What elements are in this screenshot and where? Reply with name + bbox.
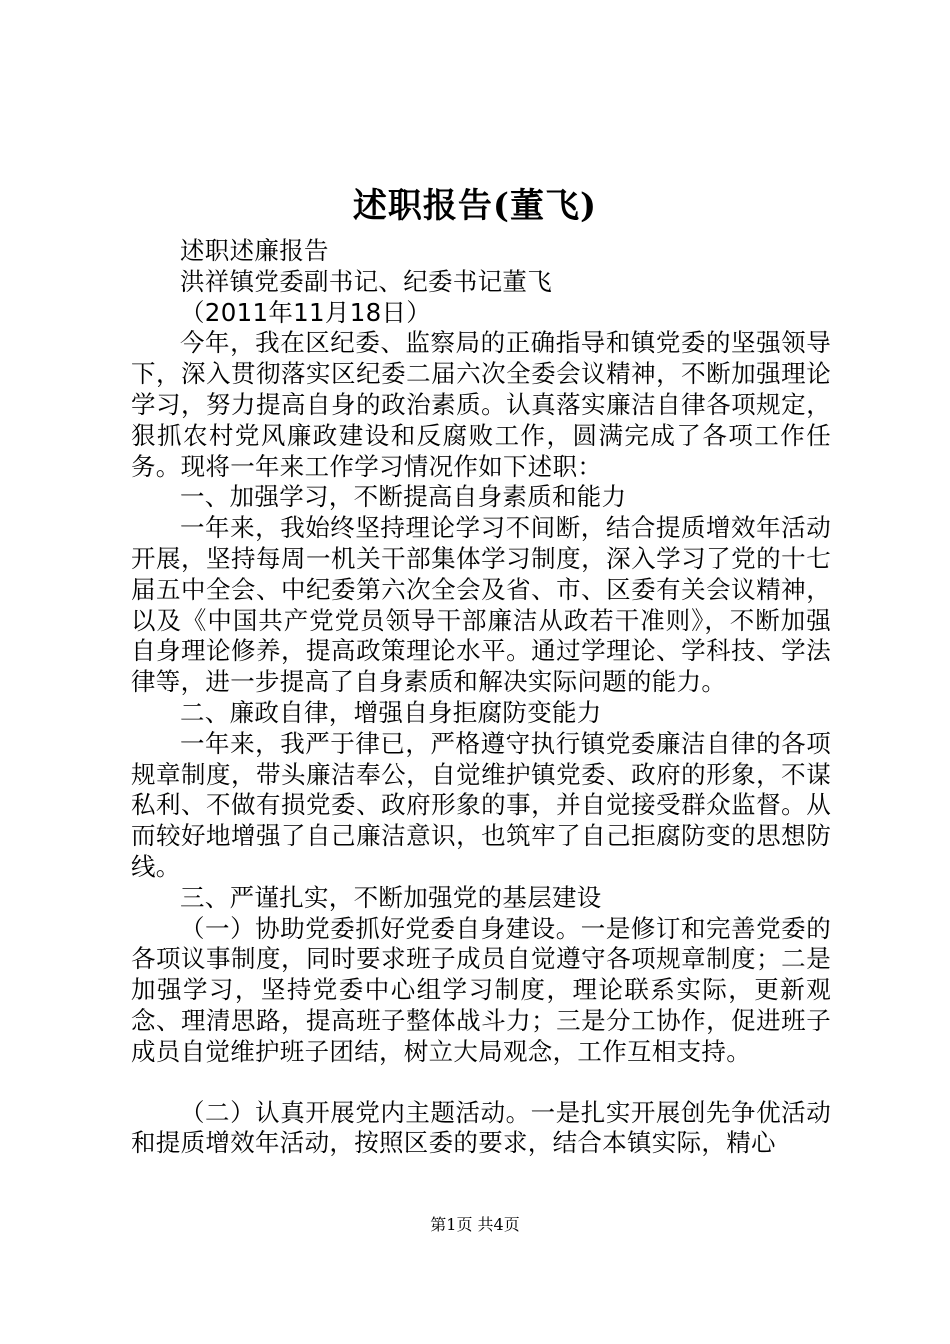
intro-paragraph: 今年，我在区纪委、监察局的正确指导和镇党委的坚强领导下，深入贯彻落实区纪委二届六次全委会议精神，不断加强理论学习，努力提高自身的政治素质。认真落实廉洁自律各项规定，狠抓农村党风廉政建设和反腐败工作，圆满完成了各项工作任务。现将一年来工作学习情况作如下述职： bbox=[131, 328, 831, 481]
section-paragraph-1: 一年来，我始终坚持理论学习不间断，结合提质增效年活动开展，坚持每周一机关干部集体学习制度，深入学习了党的十七届五中全会、中纪委第六次全会及省、市、区委有关会议精神，以及《中国共产党党员领导干部廉洁从政若干准则》，不断加强自身理论修养，提高政策理论水平。通过学理论、学科技、学法律等，进一步提高了自身素质和解决实际问题的能力。 bbox=[131, 513, 831, 697]
author-line: 洪祥镇党委副书记、纪委书记董飞 bbox=[180, 266, 552, 296]
section-paragraph-2: 一年来，我严于律已，严格遵守执行镇党委廉洁自律的各项规章制度，带头廉洁奉公，自觉维护镇党委、政府的形象，不谋私利、不做有损党委、政府形象的事，并自觉接受群众监督。从而较好地增强了自己廉洁意识，也筑牢了自己拒腐防变的思想防线。 bbox=[131, 728, 831, 881]
subsection-paragraph-2: （二）认真开展党内主题活动。一是扎实开展创先争优活动和提质增效年活动，按照区委的要求，结合本镇实际，精心 bbox=[131, 1097, 831, 1158]
section-heading-3: 三、严谨扎实，不断加强党的基层建设 bbox=[180, 882, 602, 912]
page-number: 第1页 共4页 bbox=[430, 1215, 520, 1234]
subsection-paragraph-1: （一）协助党委抓好党委自身建设。一是修订和完善党委的各项议事制度，同时要求班子成员自觉遵守各项规章制度；二是加强学习，坚持党委中心组学习制度，理论联系实际，更新观念、理清思路，提高班子整体战斗力；三是分工协作，促进班子成员自觉维护班子团结，树立大局观念，工作互相支持。 bbox=[131, 913, 831, 1066]
document-body bbox=[131, 236, 831, 1159]
document-title: 述职报告(董飞) bbox=[352, 186, 598, 226]
date-line: （2011年11月18日） bbox=[180, 297, 432, 327]
section-heading-2: 二、廉政自律，增强自身拒腐防变能力 bbox=[180, 697, 602, 727]
report-subtitle: 述职述廉报告 bbox=[180, 236, 329, 265]
section-heading-1: 一、加强学习，不断提高自身素质和能力 bbox=[180, 482, 627, 512]
